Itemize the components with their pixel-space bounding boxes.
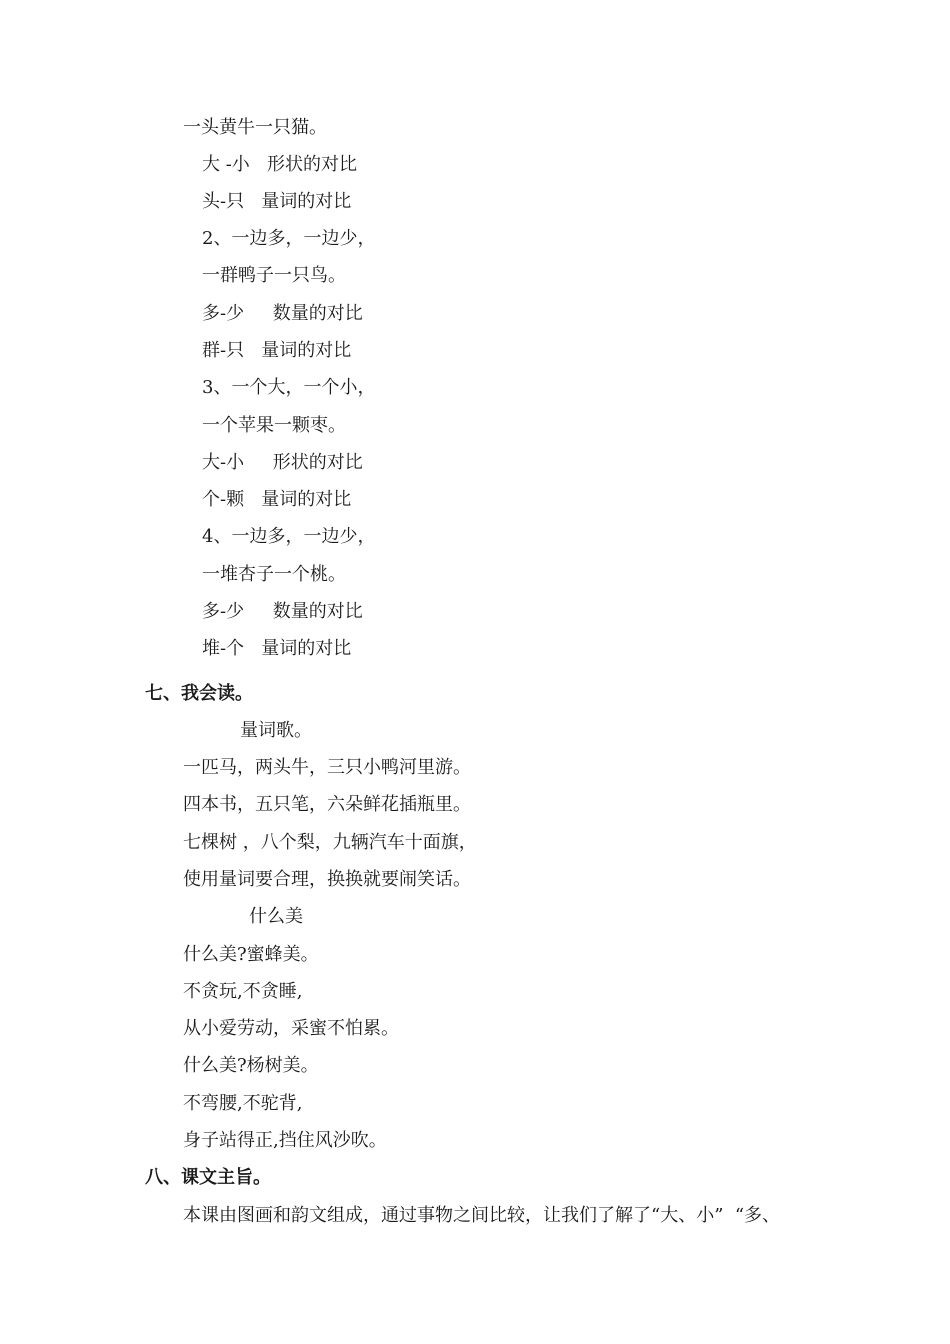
text-line: 一头黄牛一只猫。 — [183, 117, 327, 138]
text-line: 多-少 数量的对比 — [202, 303, 363, 324]
poem-line: 身子站得正,挡住风沙吹。 — [183, 1130, 387, 1151]
section-heading: 七、我会读。 — [145, 683, 253, 704]
poem-line: 七棵树 ，八个梨，九辆汽车十面旗， — [183, 832, 477, 853]
text-line: 群-只 量词的对比 — [202, 340, 352, 361]
poem-title: 什么美 — [249, 906, 303, 927]
poem-line: 不弯腰,不驼背, — [183, 1093, 303, 1114]
section-heading: 八、课文主旨。 — [145, 1167, 271, 1188]
poem-line: 什么美?蜜蜂美。 — [183, 944, 319, 965]
poem-line: 不贪玩,不贪睡, — [183, 981, 303, 1002]
poem-line: 使用量词要合理，换换就要闹笑话。 — [183, 869, 471, 890]
text-line: 一堆杏子一个桃。 — [202, 564, 346, 585]
text-line: 堆-个 量词的对比 — [202, 638, 352, 659]
text-line: 头-只 量词的对比 — [202, 191, 352, 212]
poem-line: 从小爱劳动，采蜜不怕累。 — [183, 1018, 399, 1039]
poem-title: 量词歌。 — [240, 720, 312, 741]
text-line: 大-小 形状的对比 — [202, 452, 363, 473]
text-line: 个-颗 量词的对比 — [202, 489, 352, 510]
text-line: 多-少 数量的对比 — [202, 601, 363, 622]
poem-line: 一匹马，两头牛，三只小鸭河里游。 — [183, 757, 471, 778]
text-line: 4、一边多，一边少， — [202, 526, 376, 547]
text-line: 2、一边多，一边少， — [202, 228, 376, 249]
body-text: 本课由图画和韵文组成，通过事物之间比较，让我们了解了“大、小” “多、 — [183, 1205, 781, 1226]
text-line: 大 -小 形状的对比 — [202, 154, 357, 175]
poem-line: 什么美?杨树美。 — [183, 1055, 319, 1076]
text-line: 一个苹果一颗枣。 — [202, 415, 346, 436]
poem-line: 四本书，五只笔，六朵鲜花插瓶里。 — [183, 794, 471, 815]
text-line: 一群鸭子一只鸟。 — [202, 265, 346, 286]
text-line: 3、一个大，一个小， — [202, 377, 376, 398]
